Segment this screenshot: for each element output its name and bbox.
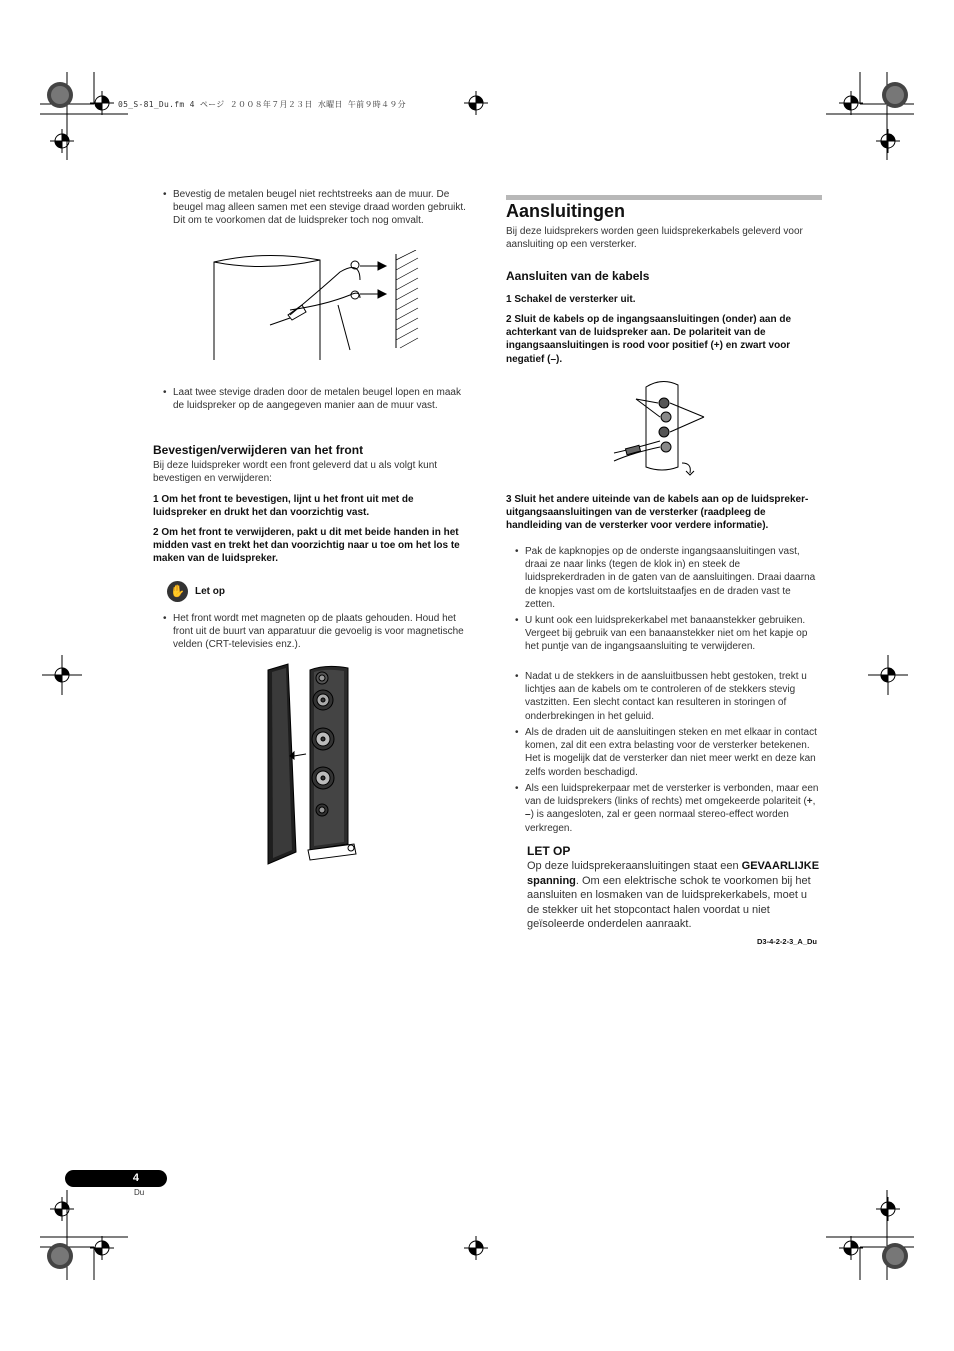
bullet-wires: • Laat twee stevige draden door de metalen beugel lopen en maak de luidspreker op de aangegeven manier aan de muur vast. <box>173 386 470 412</box>
section-intro: Bij deze luidsprekers worden geen luidsprekerkabels geleverd voor aansluiting op een versterker. <box>506 226 803 251</box>
conn-bullet-2: • U kunt ook een luidsprekerkabel met banaanstekker gebruiken. Vergeet bij gebruik van een banaanstekker niet om het kapje op het puntje van de ingangsaansluiting te verwijderen. <box>525 614 822 654</box>
page-number-tab <box>65 1170 167 1187</box>
front-heading: Bevestigen/verwijderen van het front <box>153 443 364 457</box>
front-step-1: 1 Om het front te bevestigen, lijnt u het front uit met de luidspreker en drukt het dan voorzichtig vast. <box>153 494 414 519</box>
terminal-illustration <box>612 377 712 477</box>
conn-bullet-4: • Als de draden uit de aansluitingen steken en met elkaar in contact komen, zal dit een extra belasting voor de versterker betekenen. Het is mogelijk dat de versterker dan niet meer werkt en deze kan zelfs worden beschadigd. <box>525 726 822 779</box>
bullet5-text-a: Als een luidsprekerpaar met de versterker is verbonden, maar een van de luidsprekers (links of rechts) met omgekeerde polariteit ( <box>525 783 819 808</box>
section-title: Aansluitingen <box>506 201 626 221</box>
conn-bullet-5 <box>525 782 822 835</box>
page-lang: Du <box>134 1188 145 1197</box>
caution-hand-icon: ✋ <box>167 581 188 602</box>
let-op-heading: LET OP <box>527 844 571 858</box>
section-bar <box>506 195 822 200</box>
doc-code: D3-4-2-2-3_A_Du <box>757 937 818 946</box>
bullet5-plus: + <box>806 796 813 808</box>
conn-step-3: 3 Sluit het andere uiteinde van de kabels aan op de luidspreker-uitgangsaansluitingen van de versterker (raadpleeg de handleiding van de versterker voor verdere informatie). <box>506 494 809 532</box>
let-op-text-2: . Om een elektrische schok te voorkomen bij het aansluiten en losmaken van de luidsprekerkabels, moet u de stekker uit het stopcontact halen voordat u niet geïsoleerde onderdelen aanraakt. <box>527 874 811 931</box>
let-op-text <box>527 859 822 932</box>
speaker-front-illustration <box>264 662 364 867</box>
conn-bullet-3: • Nadat u de stekkers in de aansluitbussen hebt gestoken, trekt u lichtjes aan de kabels om te controleren of de stekkers stevig vastzitten. Een slecht contact kan resulteren in storingen of onderbrekingen in het geluid. <box>525 670 822 723</box>
conn-step-2: 2 Sluit de kabels op de ingangsaansluitingen (onder) aan de achterkant van de luidspreker aan. De polariteit van de ingangsaansluitingen is rood voor positief (+) en zwart voor negatief (–). <box>506 314 792 365</box>
let-op-bold: GEVAARLIJKE spanning <box>527 860 820 887</box>
conn-step-1: 1 Schakel de versterker uit. <box>506 294 636 305</box>
wall-bracket-illustration <box>210 250 430 365</box>
bullet5-sep: , <box>812 796 816 808</box>
file-info: 05_S-81_Du.fm 4 ページ ２００８年７月２３日 水曜日 午前９時４９分 <box>118 100 406 109</box>
caution-label: Let op <box>195 586 225 597</box>
let-op-text-1: Op deze luidsprekeraansluitingen staat een <box>527 860 742 872</box>
caution-bullet: • Het front wordt met magneten op de plaats gehouden. Houd het front uit de buurt van apparatuur die gevoelig is voor magnetische velden (CRT-televisies enz.). <box>173 612 470 652</box>
page-number: 4 <box>132 1172 139 1184</box>
bullet5-text-b: ) is aangesloten, zal er geen normaal stereo-effect worden verkregen. <box>525 809 789 834</box>
conn-bullet-1: • Pak de kapknopjes op de onderste ingangsaansluitingen vast, draai ze naar links (tegen de klok in) en steek de luidsprekerdraden in de gaten van de aansluitingen. Draai daarna de knopjes vast om de kortsluitstaafjes en de draden vast te zetten. <box>525 545 822 611</box>
bullet5-minus: – <box>525 809 531 821</box>
front-step-2: 2 Om het front te verwijderen, pakt u dit met beide handen in het midden vast en trekt het dan voorzichtig naar u toe om het los te maken van de luidspreker. <box>153 527 460 565</box>
bullet-bracket: • Bevestig de metalen beugel niet rechtstreeks aan de muur. De beugel mag alleen samen met een stevige draad worden gebruikt. Dit om te voorkomen dat de luidspreker toch nog omvalt. <box>173 188 470 228</box>
sub-heading: Aansluiten van de kabels <box>506 269 650 283</box>
front-intro: Bij deze luidspreker wordt een front geleverd dat u als volgt kunt bevestigen en verwijderen: <box>153 460 438 485</box>
